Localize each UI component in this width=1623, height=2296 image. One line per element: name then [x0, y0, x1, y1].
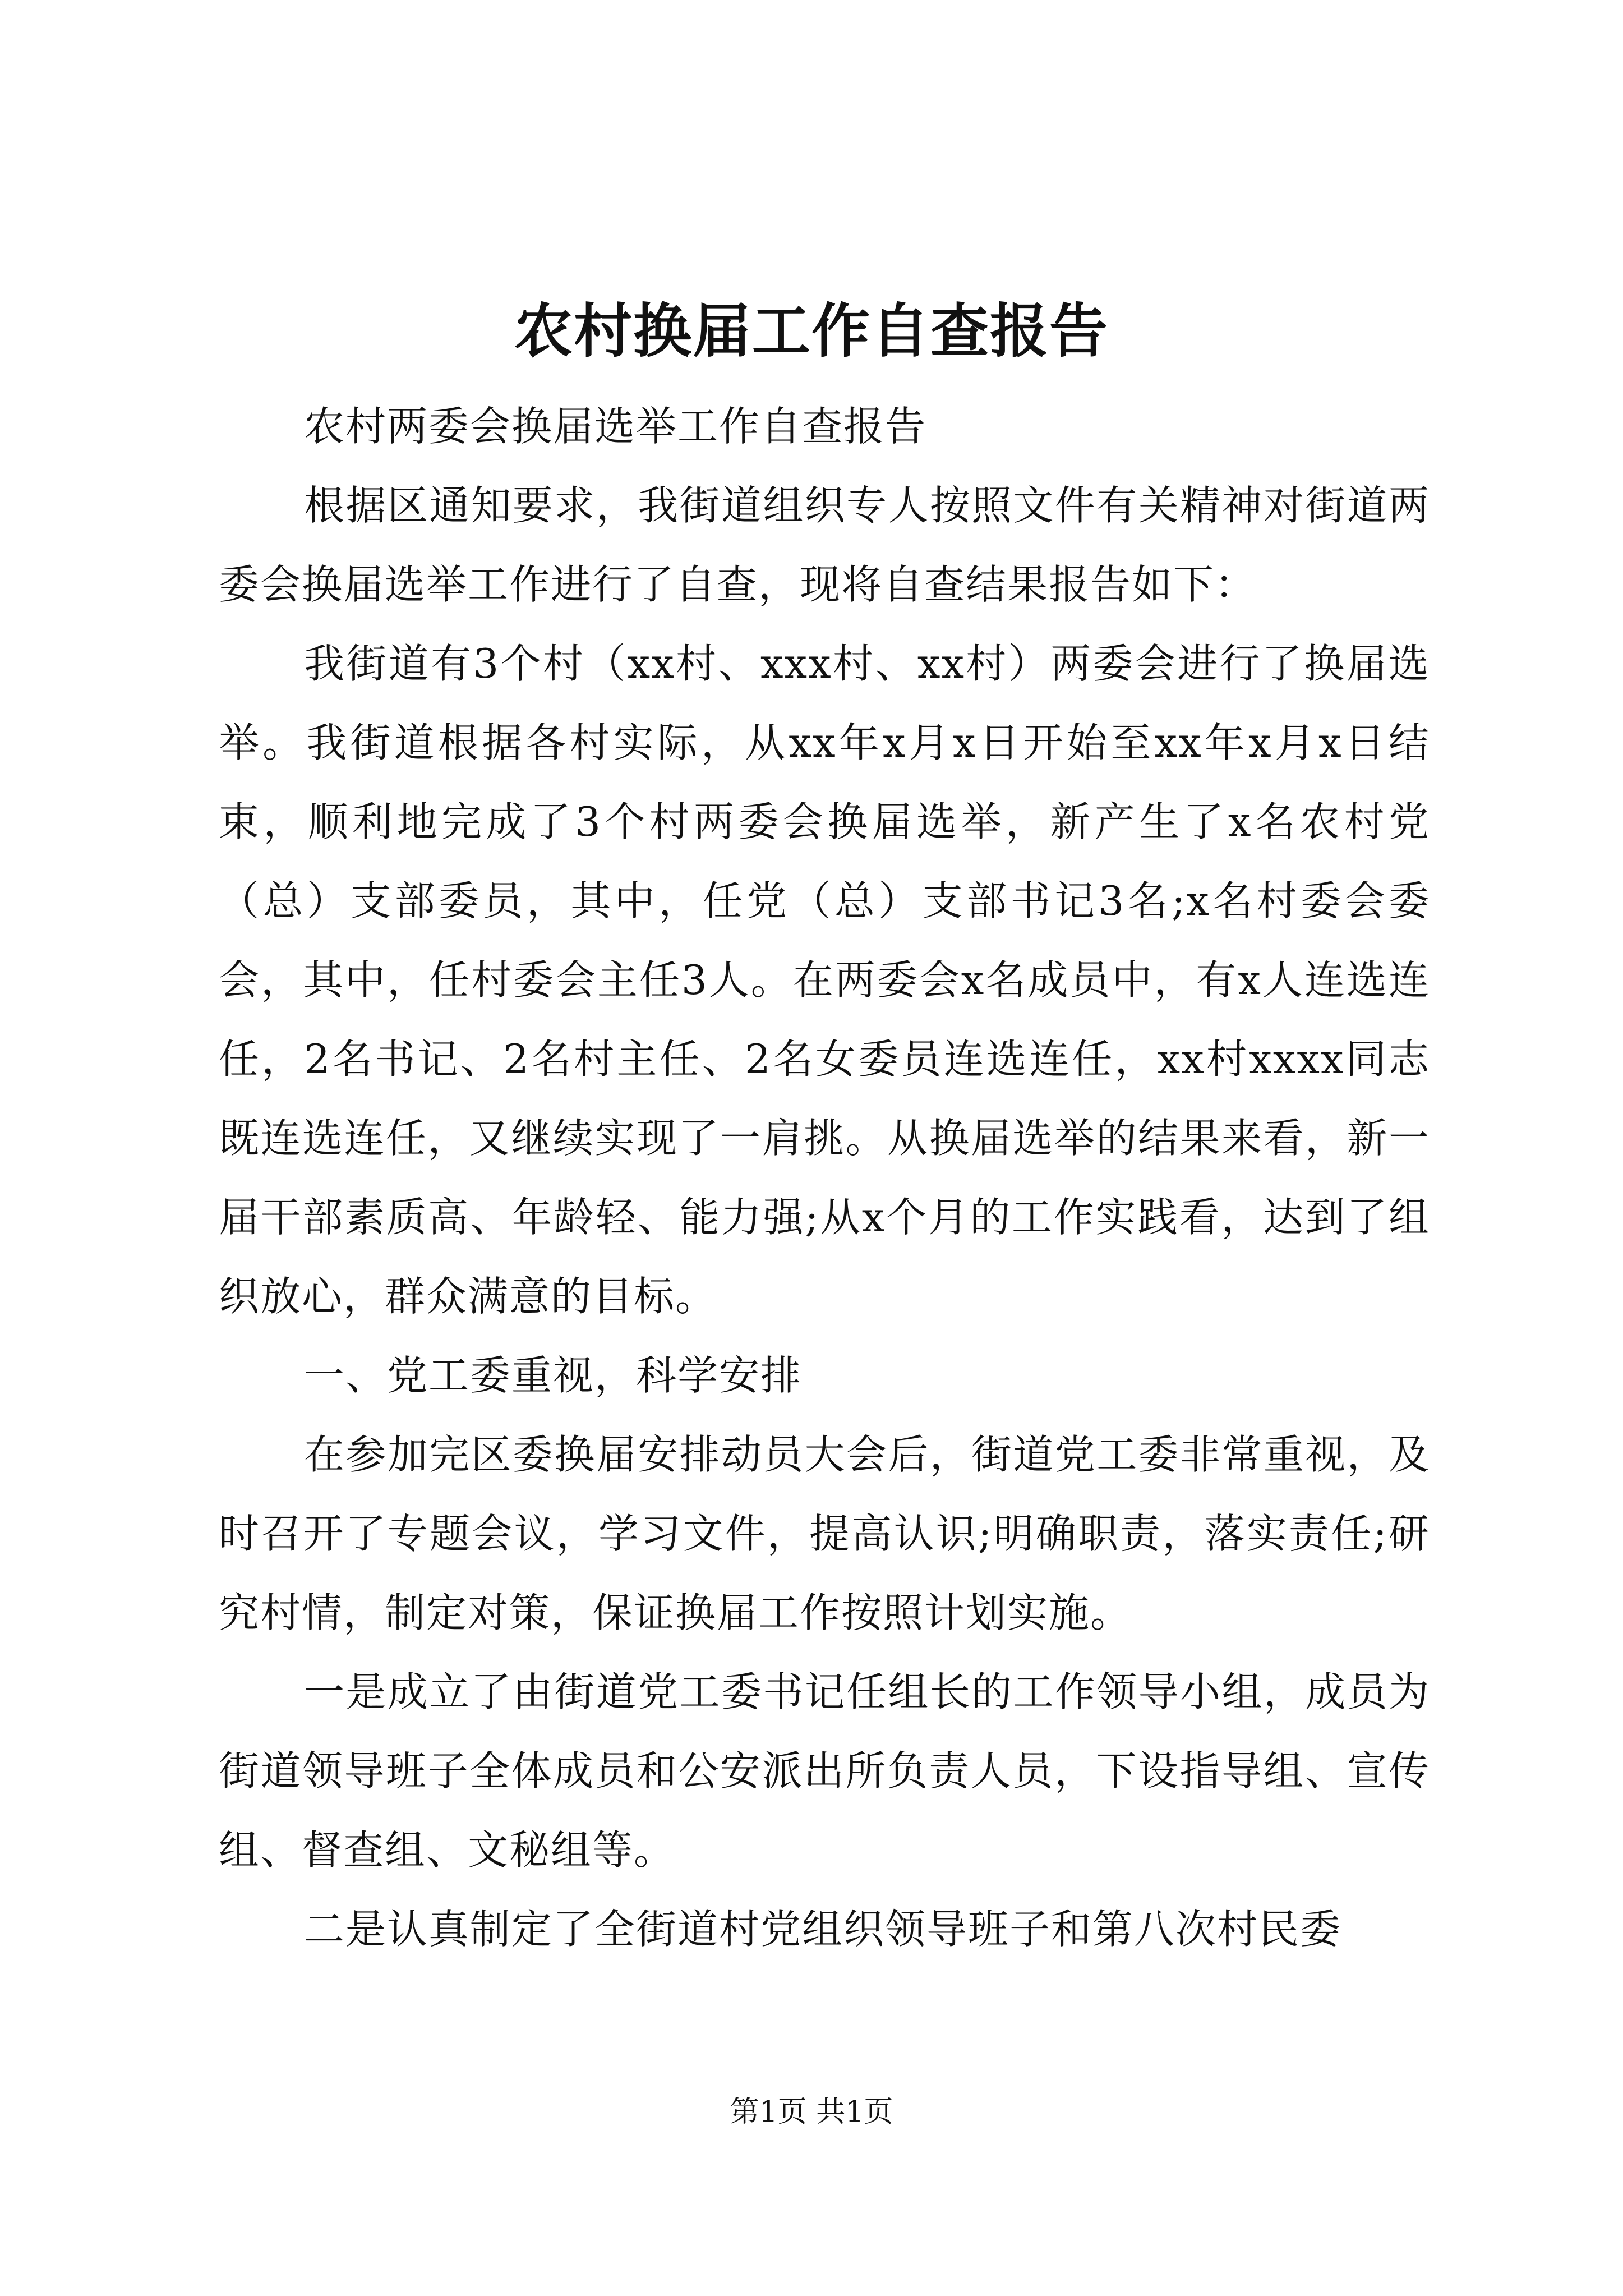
intro-paragraph: 根据区通知要求，我街道组织专人按照文件有关精神对街道两委会换届选举工作进行了自查，现将自查结果报告如下：	[219, 482, 1430, 608]
point-one-paragraph: 一是成立了由街道党工委书记任组长的工作领导小组，成员为街道领导班子全体成员和公安派出所负责人员，下设指导组、宣传组、督查组、文秘组等。	[219, 1668, 1430, 1874]
point-two-paragraph: 二是认真制定了全街道村党组织领导班子和第八次村民委	[304, 1906, 1342, 1953]
section-heading: 一、党工委重视，科学安排	[304, 1352, 803, 1399]
document-title: 农村换届工作自查报告	[514, 296, 1109, 365]
document-body	[219, 387, 1430, 1969]
section-paragraph: 在参加完区委换届安排动员大会后，街道党工委非常重视，及时召开了专题会议，学习文件，提高认识;明确职责，落实责任;研究村情，制定对策，保证换届工作按照计划实施。	[219, 1431, 1430, 1636]
subtitle-paragraph: 农村两委会换届选举工作自查报告	[304, 403, 927, 450]
page-footer: 第1页 共1页	[730, 2095, 893, 2129]
summary-paragraph: 我街道有3个村（xx村、xxx村、xx村）两委会进行了换届选举。我街道根据各村实际，从xx年x月x日开始至xx年x月x日结束，顺利地完成了3个村两委会换届选举，新产生了x名农村党（总）支部委员，其中，任党（总）支部书记3名;x名村委会委会，其中，任村委会主任3人。在两委会x名成员中，有x人连选连任，2名书记、2名村主任、2名女委员连选连任，xx村xxxx同志既连选连任，又继续实现了一肩挑。从换届选举的结果来看，新一届干部素质高、年龄轻、能力强;从x个月的工作实践看，达到了组织放心，群众满意的目标。	[219, 640, 1430, 1320]
